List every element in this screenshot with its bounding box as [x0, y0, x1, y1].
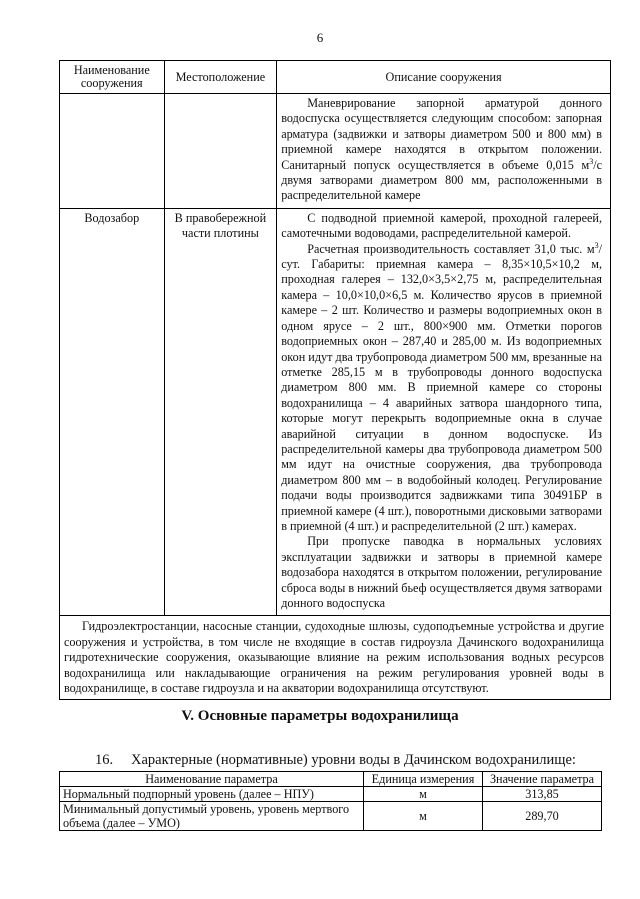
page-number: 6: [316, 30, 324, 45]
paragraph-16: [95, 752, 576, 769]
row1-name: [60, 94, 165, 209]
row2-paragraph-1: С подводной приемной камерой, проходной галереей, самотечными водоводами, распределительной камерой.: [281, 210, 602, 241]
paragraph-number: 16.: [95, 752, 114, 768]
table-header-row: [60, 61, 611, 94]
row2-description: [277, 208, 611, 616]
table-row: [60, 787, 602, 802]
row-param: Минимальный допустимый уровень, уровень мертвого объема (далее – УМО): [60, 802, 364, 831]
table-row: [60, 208, 611, 616]
header-location: Местоположение: [164, 61, 277, 94]
row2-location: В правобережной части плотины: [164, 208, 277, 616]
footer-text-cell: Гидроэлектростанции, насосные станции, судоходные шлюзы, судоподъемные устройства и другие сооружения и устройства, в том числе не входящие в состав гидроузла Дачинского водохранилища гидротехнические сооружения, оказывающие влияние на режим использования водных ресурсов водохранилища или накладывающие ограничения на режим регулирования уровней воды в водохранилище, в составе гидроузла и на акватории водохранилища отсутствуют.: [60, 616, 611, 700]
row2-paragraph-2: Расчетная производительность составляет 31,0 тыс. $м^3$/сут. Габариты: приемная камера – 8,35×10,5×10,2 м, проходная галерея – 132,0×3,5×2,75 м, распределительная камера – 10,0×10,0×6,5 м. Количество ярусов в приемной камере – 2 шт. Количество и размеры водоприемных окон в одном ярусе – 2 шт., 800×900 мм. Отметки порогов водоприемных окон – 287,40 и 285,00 м. Из водоприемных окон идут два трубопровода диаметром 500 мм, врезанные на отметке 285,15 м в трубопроводы донного водоспуска диаметром 800 мм. В приемной камере со стороны водохранилища – 4 аварийных затвора шандорного типа, которые могут перекрыть водоприемные окна в случае аварийной ситуации в донном водоспуске. Из распределительной камеры два трубопровода диаметром 500 мм идут на очистные сооружения, два трубопровода диаметром 800 мм – в водобойный колодец. Регулирование подачи воды производится задвижками типа 30491БР в приемной камере (4 шт.), поворотными дисковыми затворами в приемной (4 шт.) и распределительной (2 шт.) камерах.: [281, 240, 602, 533]
row-unit: м: [364, 787, 483, 802]
row1-description: Маневрирование запорной арматурой донного водоспуска осуществляется следующим способом: запорная арматура (задвижки и затворы диаметром 500 и 800 мм) в приемной камере находятся в открытом положении. Санитарный попуск осуществляется в объеме 0,015 $м^3/с$ двумя затворами диаметром 800 мм, расположенными в распределительной камере: [277, 94, 611, 209]
row-param: Нормальный подпорный уровень (далее – НПУ): [60, 787, 364, 802]
section-title: V. Основные параметры водохранилища: [181, 708, 459, 724]
table-footer-row: [60, 616, 611, 700]
row1-location: [164, 94, 277, 209]
header-name: Наименование сооружения: [60, 61, 165, 94]
row-value: 289,70: [483, 802, 602, 831]
levels-table: [59, 771, 602, 831]
row-unit: м: [364, 802, 483, 831]
row2-paragraph-3: При пропуске паводка в нормальных условиях эксплуатации задвижки и затворы в приемной камере водозабора находятся в открытом положении, регулирование сброса воды в нижний бьеф осуществляется двумя затворами донного водоспуска: [281, 534, 602, 610]
table-row: [60, 802, 602, 831]
header-description: Описание сооружения: [277, 61, 611, 94]
header-unit: Единица измерения: [364, 772, 483, 787]
row-value: 313,85: [483, 787, 602, 802]
paragraph-text: Характерные (нормативные) уровни воды в Дачинском водохранилище:: [131, 752, 576, 768]
table-row: [60, 94, 611, 209]
structures-table: [59, 60, 611, 700]
header-value: Значение параметра: [483, 772, 602, 787]
table-header-row: [60, 772, 602, 787]
header-param: Наименование параметра: [60, 772, 364, 787]
row2-name: Водозабор: [60, 208, 165, 616]
